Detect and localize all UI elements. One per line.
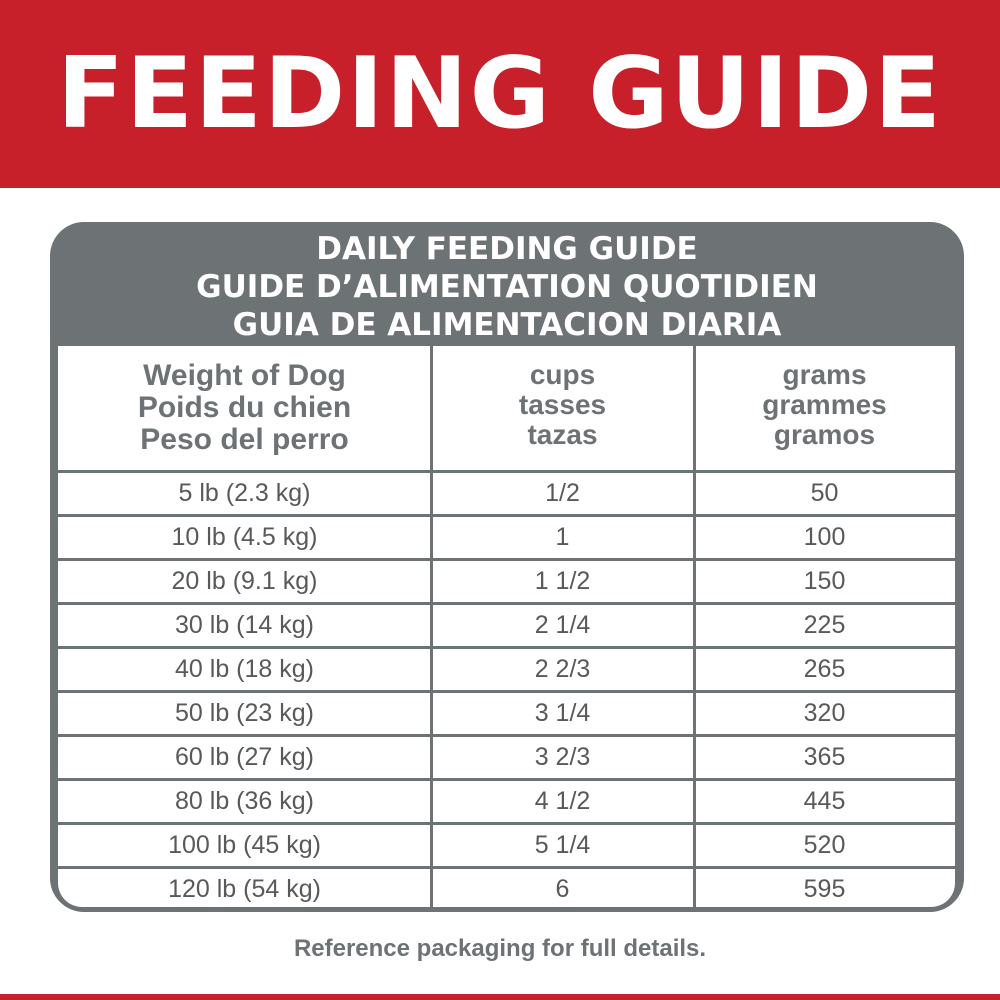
bottom-accent-bar [0,994,1000,1000]
cups-cell: 2 2/3 [534,655,591,683]
table-row [58,517,955,558]
table-row [58,561,955,602]
feeding-guide-titles [50,230,964,344]
cups-cell: 5 1/4 [534,831,591,859]
grams-cell: 50 [810,479,839,507]
grams-cell: 520 [803,831,846,859]
grams-cell: 265 [803,655,846,683]
grams-cell: 150 [803,567,846,595]
cups-cell: 1 [555,523,570,551]
title-spanish: GUIA DE ALIMENTACION DIARIA [232,307,782,343]
cups-cell: 1 1/2 [534,567,591,595]
cups-cell: 3 2/3 [534,743,591,771]
weight-cell: 30 lb (14 kg) [175,611,314,639]
column-header-weight: Weight of Dog Poids du chien Peso del perro [137,359,352,456]
grams-cell: 445 [803,787,846,815]
column-header-cups: cups tasses tazas [518,359,607,450]
header-banner [0,0,1000,188]
feeding-guide-card [50,222,964,912]
weight-cell: 120 lb (54 kg) [168,875,321,903]
weight-cell: 5 lb (2.3 kg) [178,479,311,507]
table-row [58,781,955,822]
grams-cell: 320 [803,699,846,727]
feeding-table [58,346,955,907]
cups-cell: 2 1/4 [534,611,591,639]
weight-cell: 20 lb (9.1 kg) [171,567,318,595]
grams-cell: 225 [803,611,846,639]
weight-cell: 100 lb (45 kg) [168,831,321,859]
weight-cell: 40 lb (18 kg) [175,655,314,683]
weight-cell: 60 lb (27 kg) [175,743,314,771]
cups-cell: 1/2 [545,479,580,507]
title-english: DAILY FEEDING GUIDE [316,231,698,267]
table-row [58,693,955,734]
column-header-grams: grams grammes gramos [762,359,887,450]
reference-note: Reference packaging for full details. [293,935,707,962]
table-row [58,825,955,866]
grams-cell: 595 [803,875,846,903]
cups-cell: 4 1/2 [534,787,591,815]
title-french: GUIDE D’ALIMENTATION QUOTIDIEN [196,269,818,305]
table-row [58,473,955,514]
weight-cell: 80 lb (36 kg) [175,787,314,815]
page-title: FEEDING GUIDE [57,37,943,151]
table-row [58,605,955,646]
cups-cell: 6 [555,875,570,903]
weight-cell: 50 lb (23 kg) [175,699,314,727]
grams-cell: 100 [803,523,846,551]
table-row [58,869,955,907]
cups-cell: 3 1/4 [534,699,591,727]
grams-cell: 365 [803,743,846,771]
table-row [58,737,955,778]
table-row [58,649,955,690]
weight-cell: 10 lb (4.5 kg) [171,523,318,551]
